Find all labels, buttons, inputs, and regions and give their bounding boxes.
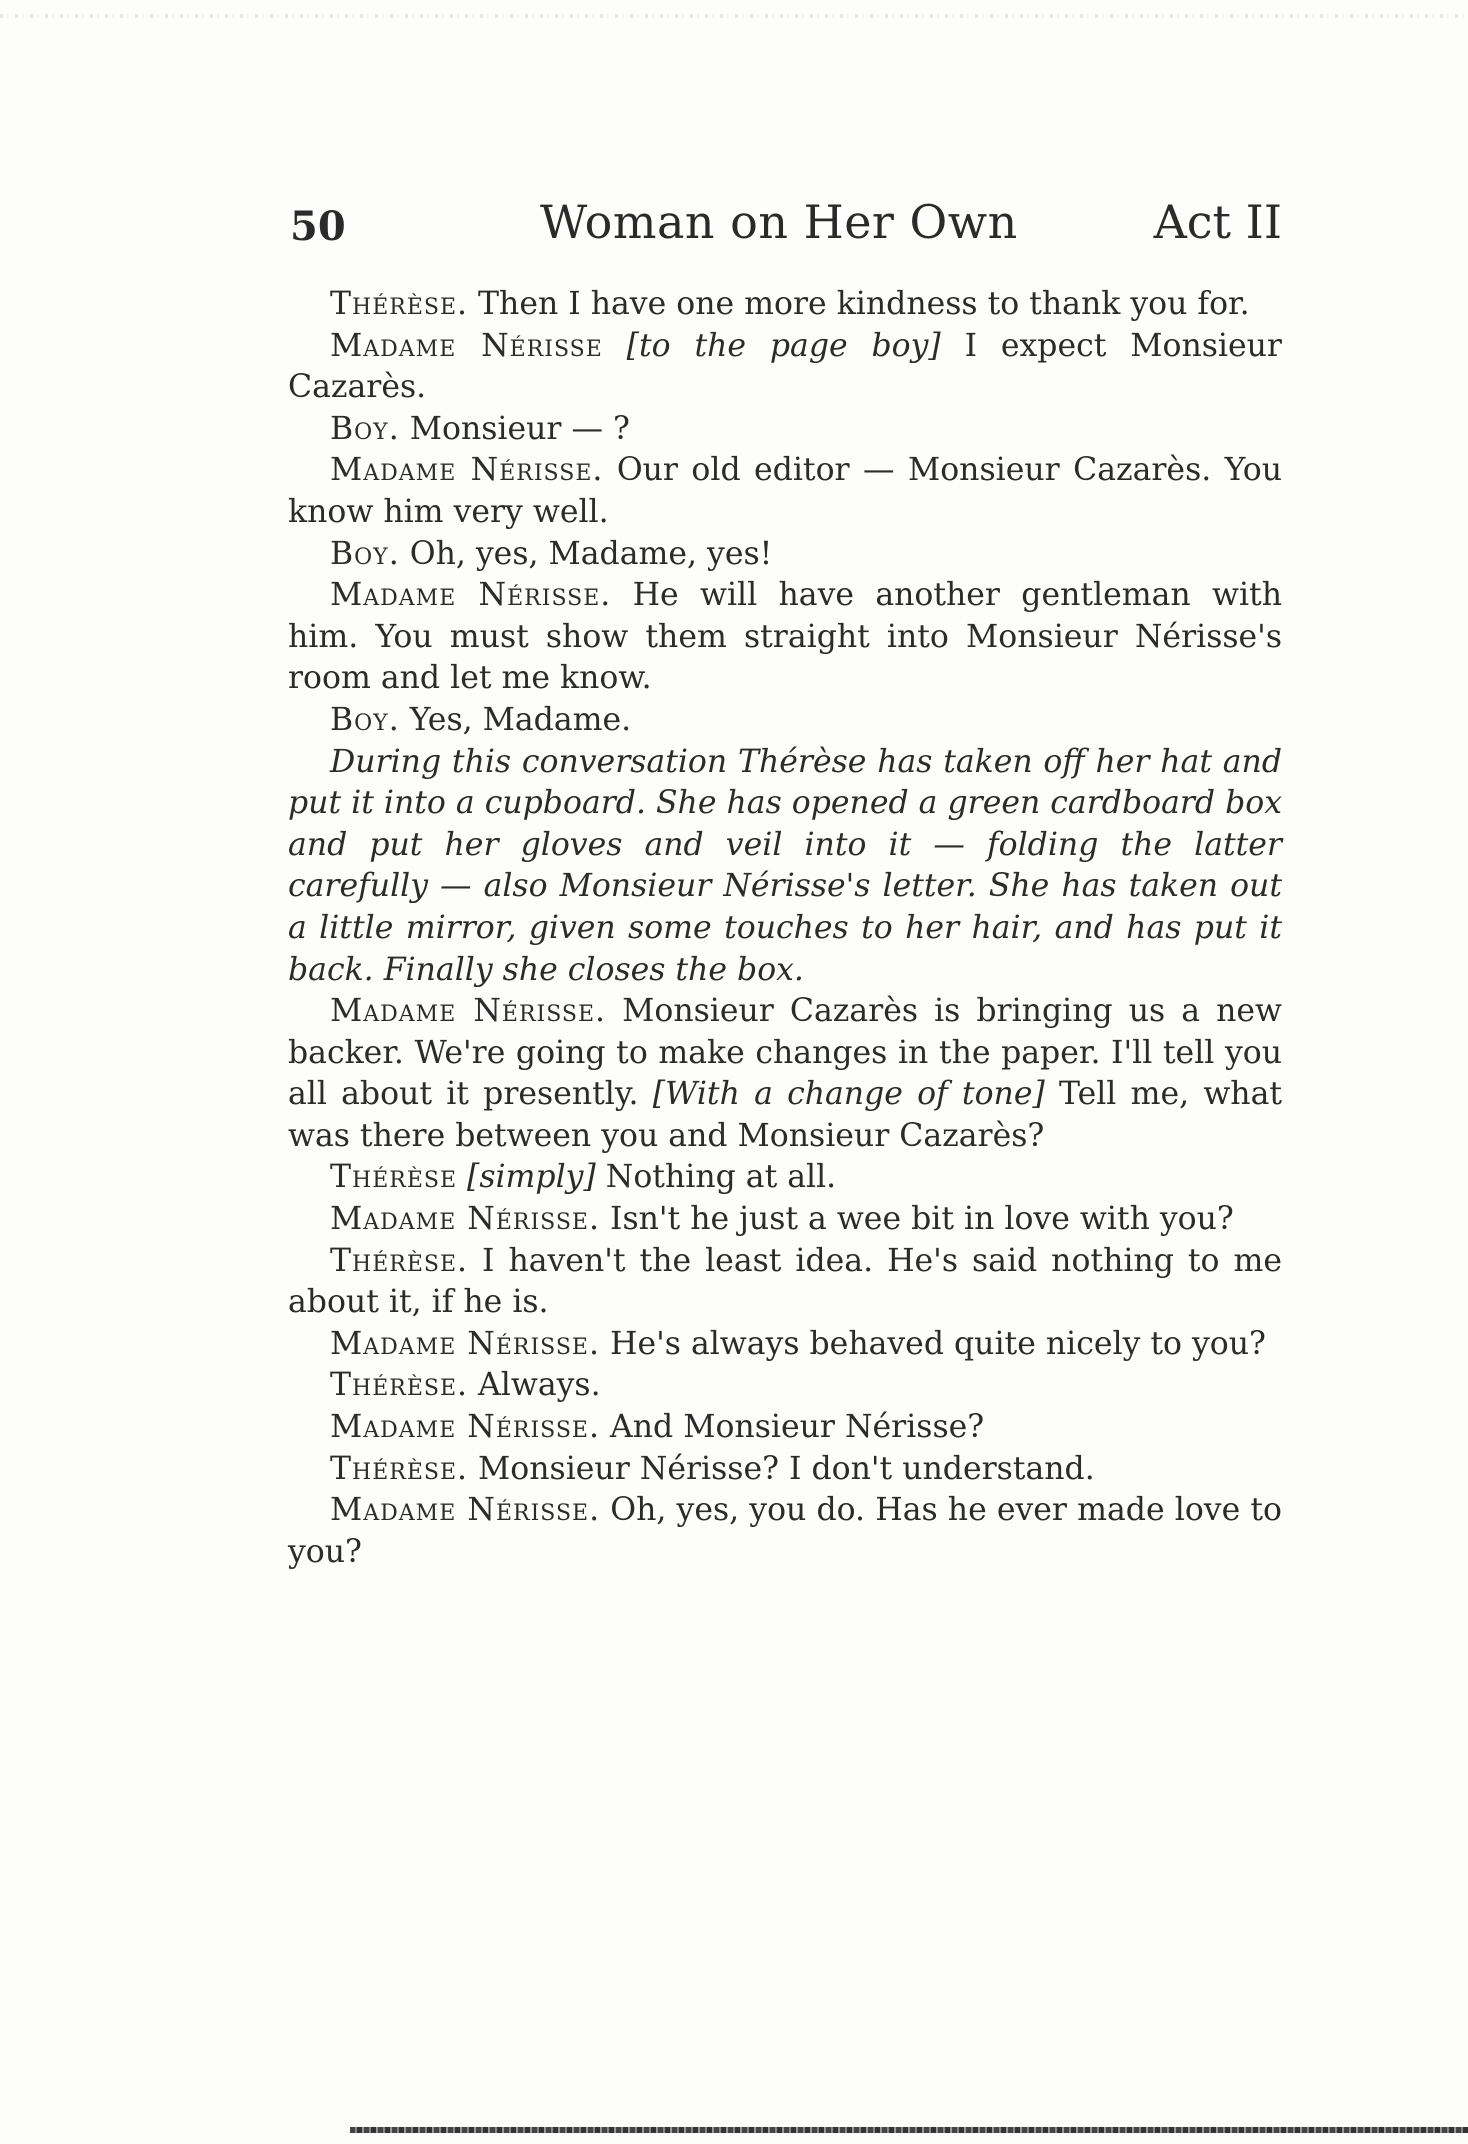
speaker-name: Madame Nérisse.	[330, 1492, 601, 1529]
dialogue-line	[288, 1324, 1282, 1366]
dialogue-line	[288, 991, 1282, 1157]
play-text	[288, 284, 1282, 1573]
speaker-name: Madame Nérisse.	[330, 1201, 600, 1238]
speaker-name: Madame Nérisse.	[330, 1325, 600, 1362]
dialogue-text: Monsieur Nérisse? I don't understand.	[468, 1450, 1095, 1487]
dialogue-line	[288, 1407, 1282, 1449]
dialogue-line	[288, 1490, 1282, 1573]
dialogue-text: He's always behaved quite nicely to you?	[599, 1325, 1266, 1362]
scan-bottom-edge	[350, 2127, 1468, 2133]
dialogue-line	[288, 1199, 1282, 1241]
dialogue-text: He will have another gentleman with him. You must show them straight into Monsieur Nérisse's room and let me know.	[288, 577, 1282, 697]
scan-edge-noise	[0, 14, 1468, 18]
speaker-name: Boy.	[330, 701, 400, 738]
dialogue-text: Monsieur — ?	[399, 410, 630, 447]
dialogue-line	[288, 534, 1282, 576]
dialogue-text: Oh, yes, you do. Has he ever made love to you?	[288, 1492, 1282, 1570]
speaker-name: Madame Nérisse.	[330, 577, 612, 614]
speaker-name: Thérèse.	[330, 1367, 469, 1404]
stage-direction-inline: [With a change of tone]	[652, 1076, 1045, 1113]
page-number: 50	[290, 203, 346, 250]
dialogue-line	[288, 284, 1282, 326]
speaker-name: Boy.	[330, 535, 400, 572]
dialogue-line	[288, 1157, 1282, 1199]
speaker-name: Madame Nérisse.	[330, 1409, 600, 1446]
stage-direction-inline: [simply]	[467, 1159, 596, 1196]
dialogue-line	[288, 1241, 1282, 1324]
speaker-name: Madame Nérisse.	[330, 452, 604, 489]
speaker-name: Thérèse	[330, 1159, 458, 1196]
dialogue-line	[288, 575, 1282, 700]
dialogue-line	[288, 700, 1282, 742]
dialogue-line	[288, 450, 1282, 533]
dialogue-line	[288, 1449, 1282, 1491]
speaker-name: Madame Nérisse.	[330, 993, 607, 1030]
speaker-name: Madame Nérisse	[330, 327, 603, 364]
dialogue-text: I expect Monsieur Cazarès.	[288, 327, 1282, 406]
dialogue-text: Oh, yes, Madame, yes!	[399, 535, 773, 572]
dialogue-text: Then I have one more kindness to thank you for.	[468, 286, 1250, 322]
dialogue-line	[288, 409, 1282, 451]
dialogue-text: I haven't the least idea. He's said nothing to me about it, if he is.	[288, 1242, 1282, 1321]
dialogue-text: Always.	[468, 1367, 601, 1404]
running-title: Woman on Her Own	[540, 195, 1018, 249]
dialogue-line	[288, 326, 1282, 409]
speaker-name: Thérèse.	[330, 1242, 469, 1279]
dialogue-text: And Monsieur Nérisse?	[599, 1409, 985, 1446]
dialogue-text: Our old editor — Monsieur Cazarès. You know him very well.	[288, 452, 1282, 530]
stage-direction-inline: [to the page boy]	[626, 327, 941, 364]
speaker-name: Thérèse.	[330, 1450, 469, 1487]
running-header	[290, 195, 1282, 265]
dialogue-text: Nothing at all.	[595, 1159, 837, 1196]
dialogue-text: Yes, Madame.	[399, 701, 632, 738]
dialogue-text: Tell me, what was there between you and Monsieur Cazarès?	[288, 1076, 1283, 1154]
dialogue-text: Monsieur Cazarès is bringing us a new backer. We're going to make changes in the paper. I'll tell you all about it presently.	[288, 993, 1282, 1113]
speaker-name: Boy.	[330, 410, 400, 447]
stage-direction: During this conversation Thérèse has taken off her hat and put it into a cupboard. She has opened a green cardboard box and put her gloves and veil into it — folding the latter carefully — also Monsieur Nérisse's letter. She has taken out a little mirror, given some touches to her hair, and has put it back. Finally she closes the box.	[288, 743, 1282, 988]
speaker-name: Thérèse.	[330, 286, 469, 322]
dialogue-line	[288, 1365, 1282, 1407]
act-label: Act II	[1153, 195, 1282, 249]
dialogue-text: Isn't he just a wee bit in love with you?	[599, 1201, 1234, 1238]
